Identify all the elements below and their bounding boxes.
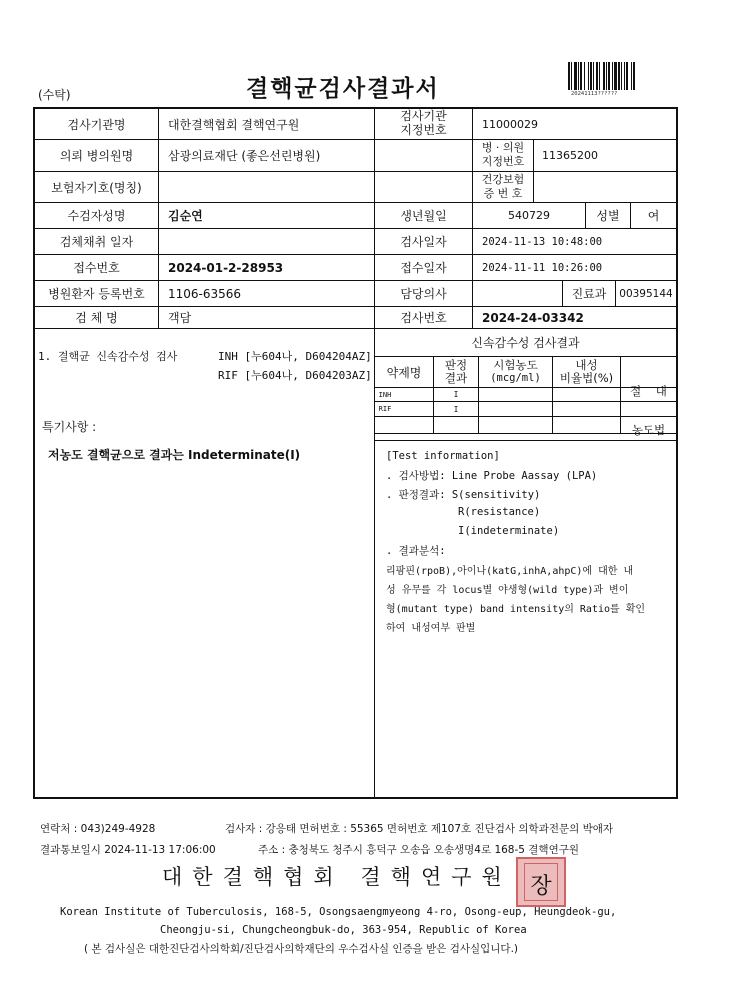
test-info-desc2: 성 유무를 각 locus별 야생형(wild type)과 변이 bbox=[386, 585, 629, 596]
remarks-value: 저농도 결핵균으로 결과는 Indeterminate(I) bbox=[48, 448, 301, 462]
col-ratio bbox=[553, 359, 620, 385]
inst-code-label-1: 검사기관 bbox=[400, 109, 447, 123]
collect-value bbox=[168, 229, 368, 254]
footer-cert: ( 본 검사실은 대한진단검사의학회/진단검사의학재단의 우수검사실 인증을 받은 검사실입니다.) bbox=[84, 943, 519, 955]
test-info-method: . 검사방법: Line Probe Aassay (LPA) bbox=[386, 470, 598, 482]
barcode-bar bbox=[588, 62, 589, 90]
specimen-value: 객담 bbox=[168, 311, 192, 325]
test-line1-item: INH [누604나, D604204AZ] bbox=[218, 350, 372, 363]
patient-value: 김순연 bbox=[168, 209, 203, 223]
barcode-bar bbox=[608, 62, 610, 90]
copy-label: (수탁) bbox=[38, 88, 71, 102]
col-ratio-1: 내성 bbox=[575, 358, 598, 372]
test-date-label: 검사일자 bbox=[400, 235, 447, 249]
clinic-code-label-2: 지정번호 bbox=[481, 155, 525, 168]
barcode-bar bbox=[580, 62, 582, 90]
footer-contact: 연락처 : 043)249-4928 bbox=[40, 823, 156, 835]
test-info-desc4: 하여 내성여부 판별 bbox=[386, 623, 476, 634]
seal-text: 장 bbox=[530, 874, 552, 899]
col-judge bbox=[434, 359, 478, 385]
health-label-2: 증 번 호 bbox=[483, 187, 523, 200]
barcode-bar bbox=[621, 62, 622, 90]
barcode-bar bbox=[612, 62, 613, 90]
inst-code-value: 11000029 bbox=[482, 117, 538, 131]
barcode-bar bbox=[590, 62, 592, 90]
receipt-date-value: 2024-11-11 10:26:00 bbox=[482, 261, 603, 274]
inst-code-label bbox=[375, 109, 472, 139]
barcode-text: 20241113?????? bbox=[571, 91, 618, 97]
col-drug: 약제명 bbox=[386, 365, 422, 380]
specimen-label: 검 체 명 bbox=[75, 311, 118, 325]
test-info-heading: [Test information] bbox=[386, 450, 500, 462]
footer-examiner: 검사자 : 강응태 면허번호 : 55365 면허번호 제107호 진단검사 의학과전문의 박애자 bbox=[225, 823, 614, 835]
col-conc bbox=[479, 359, 552, 385]
dob-label: 생년월일 bbox=[400, 209, 447, 223]
barcode-bars bbox=[567, 62, 675, 92]
health-value bbox=[542, 172, 672, 202]
barcode-bar bbox=[626, 62, 628, 90]
dept-label: 진료과 bbox=[571, 287, 607, 301]
result-row-judge: I bbox=[453, 404, 459, 414]
result-row-judge: I bbox=[453, 390, 459, 399]
receipt-no-value: 2024-01-2-28953 bbox=[168, 260, 284, 275]
barcode-bar bbox=[568, 62, 570, 90]
footer-addr-en1: Korean Institute of Tuberculosis, 168-5, Osongsaengmyeong 4-ro, Osong-eup, Heungdeok-gu, bbox=[60, 906, 617, 918]
remarks-label: 특기사항 : bbox=[42, 420, 97, 434]
barcode bbox=[567, 62, 675, 98]
sex-value: 여 bbox=[647, 209, 660, 223]
col-ratio-2: 비율법(%) bbox=[559, 371, 614, 385]
result-panel-title: 신속감수성 검사결과 bbox=[471, 336, 580, 350]
result-row-drug: RIF bbox=[378, 405, 392, 413]
test-info-judge-r: R(resistance) bbox=[458, 506, 541, 518]
insurer-value bbox=[168, 172, 368, 202]
col-judge-1: 판정 bbox=[444, 358, 468, 372]
barcode-bar bbox=[624, 62, 625, 90]
sex-label: 성별 bbox=[596, 209, 620, 223]
clinic-code-value: 11365200 bbox=[542, 149, 598, 162]
health-label bbox=[473, 172, 533, 203]
test-no-value: 2024-24-03342 bbox=[482, 310, 584, 325]
col-conc-2: (mcg/ml) bbox=[490, 372, 541, 384]
document-title: 결핵균검사결과서 bbox=[246, 76, 440, 102]
doctor-label: 담당의사 bbox=[400, 287, 447, 301]
col-judge-2: 결과 bbox=[444, 371, 468, 385]
test-date-value: 2024-11-13 10:48:00 bbox=[482, 235, 603, 248]
barcode-bar bbox=[584, 62, 585, 90]
footer-addr-en2: Cheongju-si, Chungcheongbuk-do, 363-954, Republic of Korea bbox=[160, 924, 527, 936]
barcode-bar bbox=[596, 62, 598, 90]
test-line2-item: RIF [누604나, D604203AZ] bbox=[218, 369, 372, 382]
test-info-judge-i: I(indeterminate) bbox=[458, 525, 560, 537]
col-conc-1: 시험농도 bbox=[493, 358, 538, 372]
test-no-label: 검사번호 bbox=[400, 311, 447, 325]
barcode-bar bbox=[603, 62, 605, 90]
dob-value: 540729 bbox=[508, 209, 550, 222]
receipt-date-label: 접수일자 bbox=[400, 261, 447, 275]
barcode-bar bbox=[599, 62, 600, 90]
dept-value: 00395144 bbox=[619, 287, 673, 300]
hospital-reg-value: 1106-63566 bbox=[168, 286, 242, 301]
barcode-bar bbox=[606, 62, 607, 90]
col-abs bbox=[621, 359, 676, 463]
req-value: 삼광의료재단 (좋은선린병원) bbox=[168, 149, 321, 163]
barcode-bar bbox=[614, 62, 617, 90]
barcode-bar bbox=[593, 62, 594, 90]
footer-address: 주소 : 충청북도 청주시 흥덕구 오송읍 오송생명4로 168-5 결핵연구원 bbox=[258, 844, 580, 856]
test-info-desc1: 리팜핀(rpoB),아이나(katG,inhA,ahpC)에 대한 내 bbox=[386, 566, 634, 577]
clinic-code-label bbox=[473, 140, 533, 172]
barcode-bar bbox=[571, 62, 572, 90]
health-label-1: 건강보험 bbox=[481, 173, 525, 186]
barcode-bar bbox=[578, 62, 579, 90]
receipt-no-label: 접수번호 bbox=[73, 261, 120, 275]
barcode-bar bbox=[574, 62, 577, 90]
inst-value: 대한결핵협회 결핵연구원 bbox=[168, 117, 300, 132]
test-line1-prefix: 1. 결핵균 신속감수성 검사 bbox=[38, 350, 178, 363]
inst-code-label-2: 지정번호 bbox=[400, 123, 447, 137]
req-label: 의뢰 병의원명 bbox=[59, 149, 134, 163]
col-abs-2: 농도법 bbox=[631, 423, 666, 437]
test-info-analysis: . 결과분석: bbox=[386, 545, 446, 557]
clinic-code-label-1: 병 · 의원 bbox=[481, 141, 525, 154]
patient-label: 수검자성명 bbox=[67, 209, 126, 223]
result-row-drug: INH bbox=[378, 390, 392, 399]
test-info-judge-s: . 판정결과: S(sensitivity) bbox=[386, 489, 541, 501]
test-info-desc3: 형(mutant type) band intensity의 Ratio를 확인 bbox=[386, 604, 646, 615]
col-abs-1: 절 대 bbox=[630, 384, 667, 398]
collect-label: 검체채취 일자 bbox=[59, 235, 134, 249]
hospital-reg-label: 병원환자 등록번호 bbox=[48, 287, 145, 301]
doctor-value bbox=[482, 281, 562, 306]
barcode-bar bbox=[633, 62, 635, 90]
footer-org-name: 대한결핵협회 결핵연구원 bbox=[162, 865, 512, 889]
footer-notify: 결과통보일시 2024-11-13 17:06:00 bbox=[40, 844, 216, 856]
barcode-bar bbox=[631, 62, 632, 90]
official-seal bbox=[516, 857, 566, 907]
insurer-label: 보험자기호(명칭) bbox=[51, 180, 142, 195]
inst-label: 검사기관명 bbox=[67, 117, 126, 132]
barcode-bar bbox=[618, 62, 620, 90]
